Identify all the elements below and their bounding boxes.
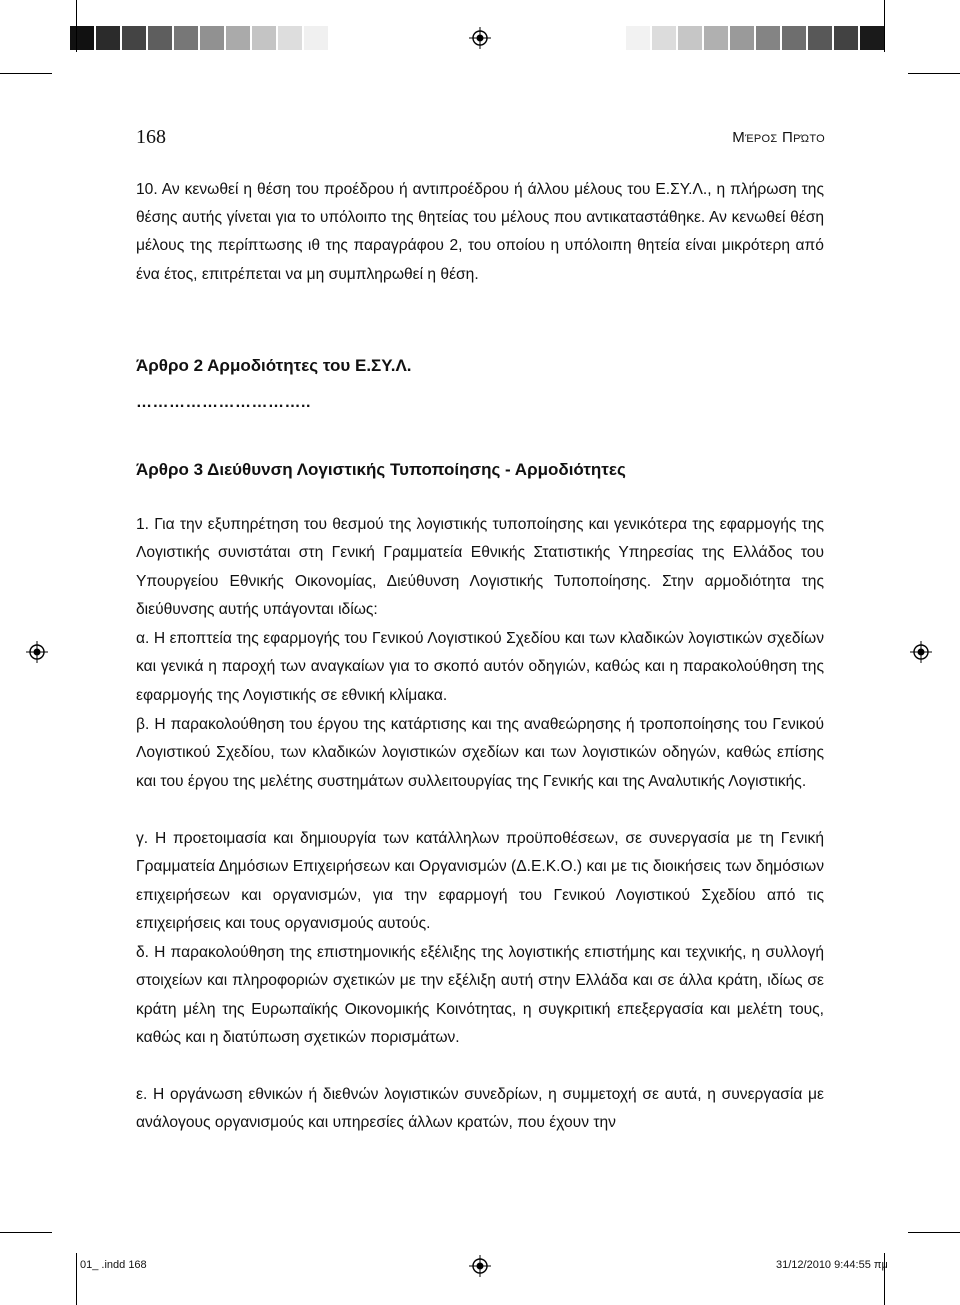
color-swatch xyxy=(860,26,884,50)
color-swatch xyxy=(304,26,328,50)
color-swatch xyxy=(96,26,120,50)
color-swatch xyxy=(808,26,832,50)
color-bar-left xyxy=(70,26,330,50)
page-number: 168 xyxy=(136,126,166,148)
color-swatch xyxy=(148,26,172,50)
list-item-text: α. Η εποπτεία της εφαρμογής του Γενικού Λογιστικού Σχεδίου και των κλαδικών λογιστικών σχεδίων και γενικά η παροχή των αναγκαίων για το σκοπό αυτόν οδηγιών, καθώς και η παρακολούθηση της εφαρμογής της Λογιστικής σε εθνική κλίμακα. xyxy=(136,630,824,704)
color-swatch xyxy=(782,26,806,50)
registration-mark-icon xyxy=(910,641,932,663)
color-swatch xyxy=(252,26,276,50)
crop-mark xyxy=(0,1232,52,1233)
paragraph-text: 10. Αν κενωθεί η θέση του προέδρου ή αντιπροέδρου ή άλλου μέλους του Ε.ΣΥ.Λ., η πλήρωση της θέσης αυτής γίνεται για το υπόλοιπο της θητείας του μέλους που αντικαταστάθηκε. Αν κενωθεί θέση μέλους της περίπτωσης ιθ της παραγράφου 2, του οποίου η υπόλοιπη θητεία είναι μικρότερη από ένα έτος, επιτρέπεται να μη συμπληρωθεί η θέση. xyxy=(136,181,824,283)
list-item-b xyxy=(136,711,824,796)
registration-mark-icon xyxy=(26,641,48,663)
list-item-c xyxy=(136,825,824,939)
paragraph-text: 1. Για την εξυπηρέτηση του θεσμού της λογιστικής τυποποίησης και γενικότερα της εφαρμογής της Λογιστικής συνιστάται στη Γενική Γραμματεία Εθνικής Στατιστικής Υπηρεσίας της Ελλάδος του Υπουργείου Εθνικής Οικονομίας, Διεύθυνση Λογιστικής Τυποποίησης. Στην αρμοδιότητα της διεύθυνσης αυτής υπάγονται ιδίως: xyxy=(136,516,824,619)
list-item-text: δ. Η παρακολούθηση της επιστημονικής εξέλιξης της λογιστικής επιστήμης και τεχνικής, η συλλογή στοιχείων και πληροφοριών σχετικών με την εξέλιξη αυτή στην Ελλάδα και σε άλλα κράτη, ιδίως σε κράτη μέλη της Ευρωπαϊκής Οικονομικής Κοινότητας, η συγκριτική επεξεργασία και μελέτη τους, καθώς και η διατύπωση σχετικών πορισμάτων. xyxy=(136,944,824,1047)
color-swatch xyxy=(730,26,754,50)
color-swatch xyxy=(70,26,94,50)
color-swatch xyxy=(122,26,146,50)
list-item-a xyxy=(136,625,824,710)
registration-mark-icon xyxy=(469,27,491,49)
list-item-text: γ. Η προετοιμασία και δημιουργία των κατάλληλων προϋποθέσεων, σε συνεργασία με τη Γενική Γραμματεία Δημόσιων Επιχειρήσεων και Οργανισμών (Δ.Ε.Κ.Ο.) και με τις διοικήσεις των δημόσιων επιχειρήσεων και οργανισμών, για την εφαρμογή του Γενικού Λογιστικού Σχεδίου από τις επιχειρήσεις και τους οργανισμούς αυτούς. xyxy=(136,830,824,933)
omitted-text-dots: ………………………….. xyxy=(136,394,311,411)
color-swatch xyxy=(652,26,676,50)
list-item-d xyxy=(136,939,824,1053)
color-swatch xyxy=(278,26,302,50)
color-bar-right xyxy=(626,26,886,50)
crop-mark xyxy=(884,0,885,52)
slug-datetime: 31/12/2010 9:44:55 πμ xyxy=(776,1259,888,1271)
list-item-text: β. Η παρακολούθηση του έργου της κατάρτισης και της αναθεώρησης ή τροποποίησης του Γενικού Λογιστικού Σχεδίου, των κλαδικών λογιστικών σχεδίων και των λογιστικών οδηγών, καθώς επίσης και του έργου της μελέτης συστημάτων συλλειτουργίας της Γενικής και της Αναλυτικής Λογιστικής. xyxy=(136,716,824,790)
color-swatch xyxy=(756,26,780,50)
slug-filename: 01_ .indd 168 xyxy=(80,1259,147,1271)
color-swatch xyxy=(678,26,702,50)
crop-mark xyxy=(76,1253,77,1305)
list-item-e xyxy=(136,1081,824,1138)
crop-mark xyxy=(908,1232,960,1233)
crop-mark xyxy=(0,73,52,74)
color-swatch xyxy=(704,26,728,50)
color-swatch xyxy=(626,26,650,50)
color-swatch xyxy=(200,26,224,50)
color-swatch xyxy=(226,26,250,50)
registration-mark-icon xyxy=(469,1255,491,1277)
crop-mark xyxy=(908,73,960,74)
paragraph-10 xyxy=(136,176,824,289)
article-2-heading: Άρθρο 2 Αρμοδιότητες του Ε.ΣΥ.Λ. xyxy=(136,356,412,375)
section-title: Μέρος Πρώτο xyxy=(732,129,825,146)
list-item-text: ε. Η οργάνωση εθνικών ή διεθνών λογιστικών συνεδρίων, η συμμετοχή σε αυτά, η συνεργασία με ανάλογους οργανισμούς και υπηρεσίες άλλων κρατών, που έχουν την xyxy=(136,1086,824,1132)
color-swatch xyxy=(834,26,858,50)
color-swatch xyxy=(174,26,198,50)
crop-mark xyxy=(76,0,77,52)
article-3-heading: Άρθρο 3 Διεύθυνση Λογιστικής Τυποποίησης - Αρμοδιότητες xyxy=(136,460,626,479)
paragraph-1 xyxy=(136,511,824,625)
